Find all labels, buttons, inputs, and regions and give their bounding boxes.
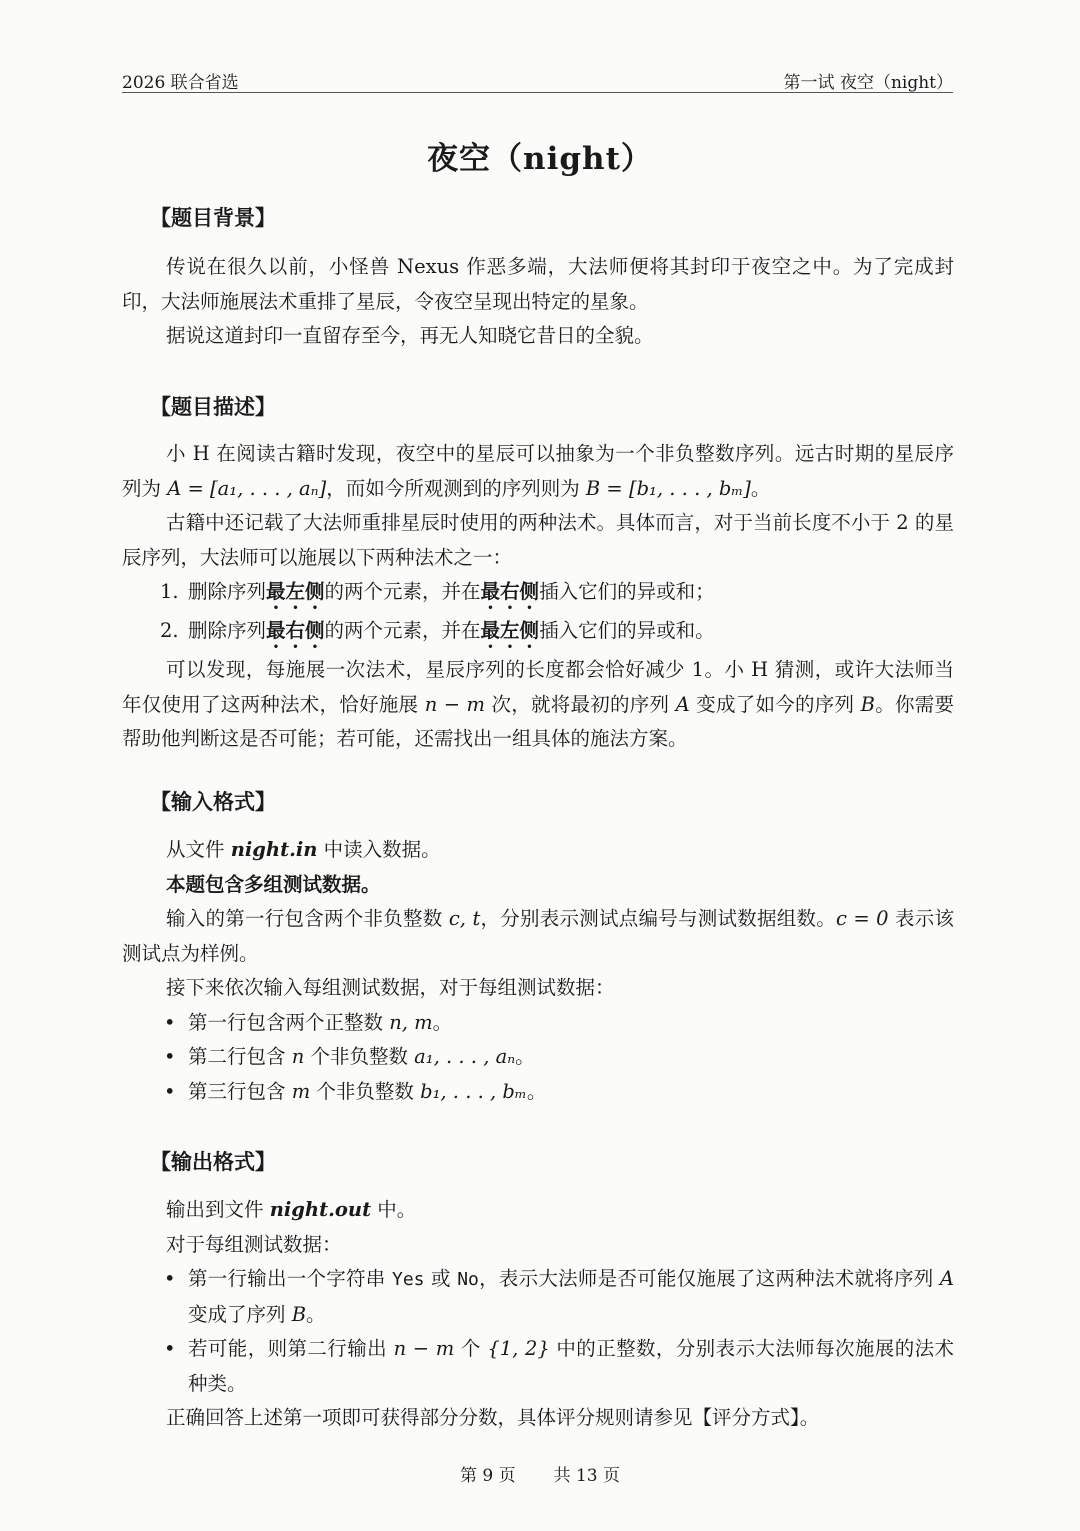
math-A: A = [a₁, . . . , aₙ] bbox=[167, 476, 327, 500]
emphasis: 最右侧 bbox=[266, 619, 325, 642]
spell-item-2: 2. 删除序列最右侧的两个元素，并在最左侧插入它们的异或和。 bbox=[160, 619, 715, 642]
input-bullet-3: • 第三行包含 m 个非负整数 b₁, . . . , bₘ。 bbox=[164, 1079, 547, 1103]
problem-title: 夜空（night） bbox=[427, 141, 653, 177]
page-header bbox=[122, 66, 953, 93]
input-text bbox=[122, 833, 954, 1109]
input-heading: 【输入格式】 bbox=[150, 790, 276, 814]
header-left: 2026 联合省选 bbox=[122, 73, 239, 93]
description-p2: 古籍中还记载了大法师重排星辰时使用的两种法术。具体而言，对于当前长度不小于 2 的星辰序列，大法师可以施展以下两种法术之一： bbox=[122, 511, 954, 569]
background-p1: 传说在很久以前，小怪兽 Nexus 作恶多端，大法师便将其封印于夜空之中。为了完成封印，大法师施展法术重排了星辰，令夜空呈现出特定的星象。 bbox=[122, 255, 954, 313]
emphasis: 最右侧 bbox=[480, 580, 540, 603]
emphasis: 最左侧 bbox=[480, 619, 540, 642]
description-text bbox=[122, 437, 954, 757]
background-p2: 据说这道封印一直留存至今，再无人知晓它昔日的全貌。 bbox=[166, 324, 654, 347]
output-bullet-2: • 若可能，则第二行输出 n − m 个 {1, 2} 中的正整数，分别表示大法师每次施展的法术种类。 bbox=[164, 1337, 954, 1395]
description-p1: 小 H 在阅读古籍时发现，夜空中的星辰可以抽象为一个非负整数序列。远古时期的星辰序列为 A = [a₁, . . . , aₙ]，而如今所观测到的序列则为 B = [b₁, . . . , bₘ]。 bbox=[122, 442, 954, 500]
input-bullet-1: • 第一行包含两个正整数 n, m。 bbox=[164, 1010, 453, 1034]
input-p1: 从文件 night.in 中读入数据。 bbox=[166, 838, 441, 861]
background-text bbox=[122, 250, 954, 354]
output-filename: night.out bbox=[269, 1198, 372, 1221]
math-B: B = [b₁, . . . , bₘ] bbox=[585, 476, 751, 500]
spell-item-1: 1. 删除序列最左侧的两个元素，并在最右侧插入它们的异或和； bbox=[160, 580, 715, 603]
input-p3: 接下来依次输入每组测试数据，对于每组测试数据： bbox=[166, 976, 615, 999]
output-bullet-1: • 第一行输出一个字符串 Yes 或 No，表示大法师是否可能仅施展了这两种法术就将序列 A 变成了序列 B。 bbox=[164, 1267, 955, 1326]
page-total: 共 13 页 bbox=[553, 1466, 621, 1486]
page-number: 第 9 页 bbox=[459, 1466, 516, 1486]
output-p3: 正确回答上述第一项即可获得部分分数，具体评分规则请参见【评分方式】。 bbox=[166, 1406, 820, 1429]
input-filename: night.in bbox=[230, 838, 318, 861]
description-heading: 【题目描述】 bbox=[150, 395, 276, 419]
output-p1: 输出到文件 night.out 中。 bbox=[166, 1198, 417, 1221]
multi-testcase-note: 本题包含多组测试数据。 bbox=[166, 872, 381, 896]
emphasis: 最左侧 bbox=[266, 580, 325, 603]
page-footer bbox=[0, 1461, 1080, 1486]
background-heading: 【题目背景】 bbox=[150, 206, 276, 230]
output-text bbox=[122, 1193, 954, 1436]
header-right: 第一试 夜空（night） bbox=[783, 73, 953, 93]
output-p2: 对于每组测试数据： bbox=[166, 1232, 342, 1256]
input-bullet-2: • 第二行包含 n 个非负整数 a₁, . . . , aₙ。 bbox=[164, 1045, 535, 1068]
input-p2: 输入的第一行包含两个非负整数 c, t，分别表示测试点编号与测试数据组数。c = 0 表示该测试点为样例。 bbox=[122, 907, 954, 965]
output-heading: 【输出格式】 bbox=[150, 1150, 276, 1174]
description-p3: 可以发现，每施展一次法术，星辰序列的长度都会恰好减少 1。小 H 猜测，或许大法师当年仅使用了这两种法术，恰好施展 n − m 次，就将最初的序列 A 变成了如今的序列 B。你需要帮助他判断这是否可能；若可能，还需找出一组具体的施法方案。 bbox=[122, 658, 954, 750]
